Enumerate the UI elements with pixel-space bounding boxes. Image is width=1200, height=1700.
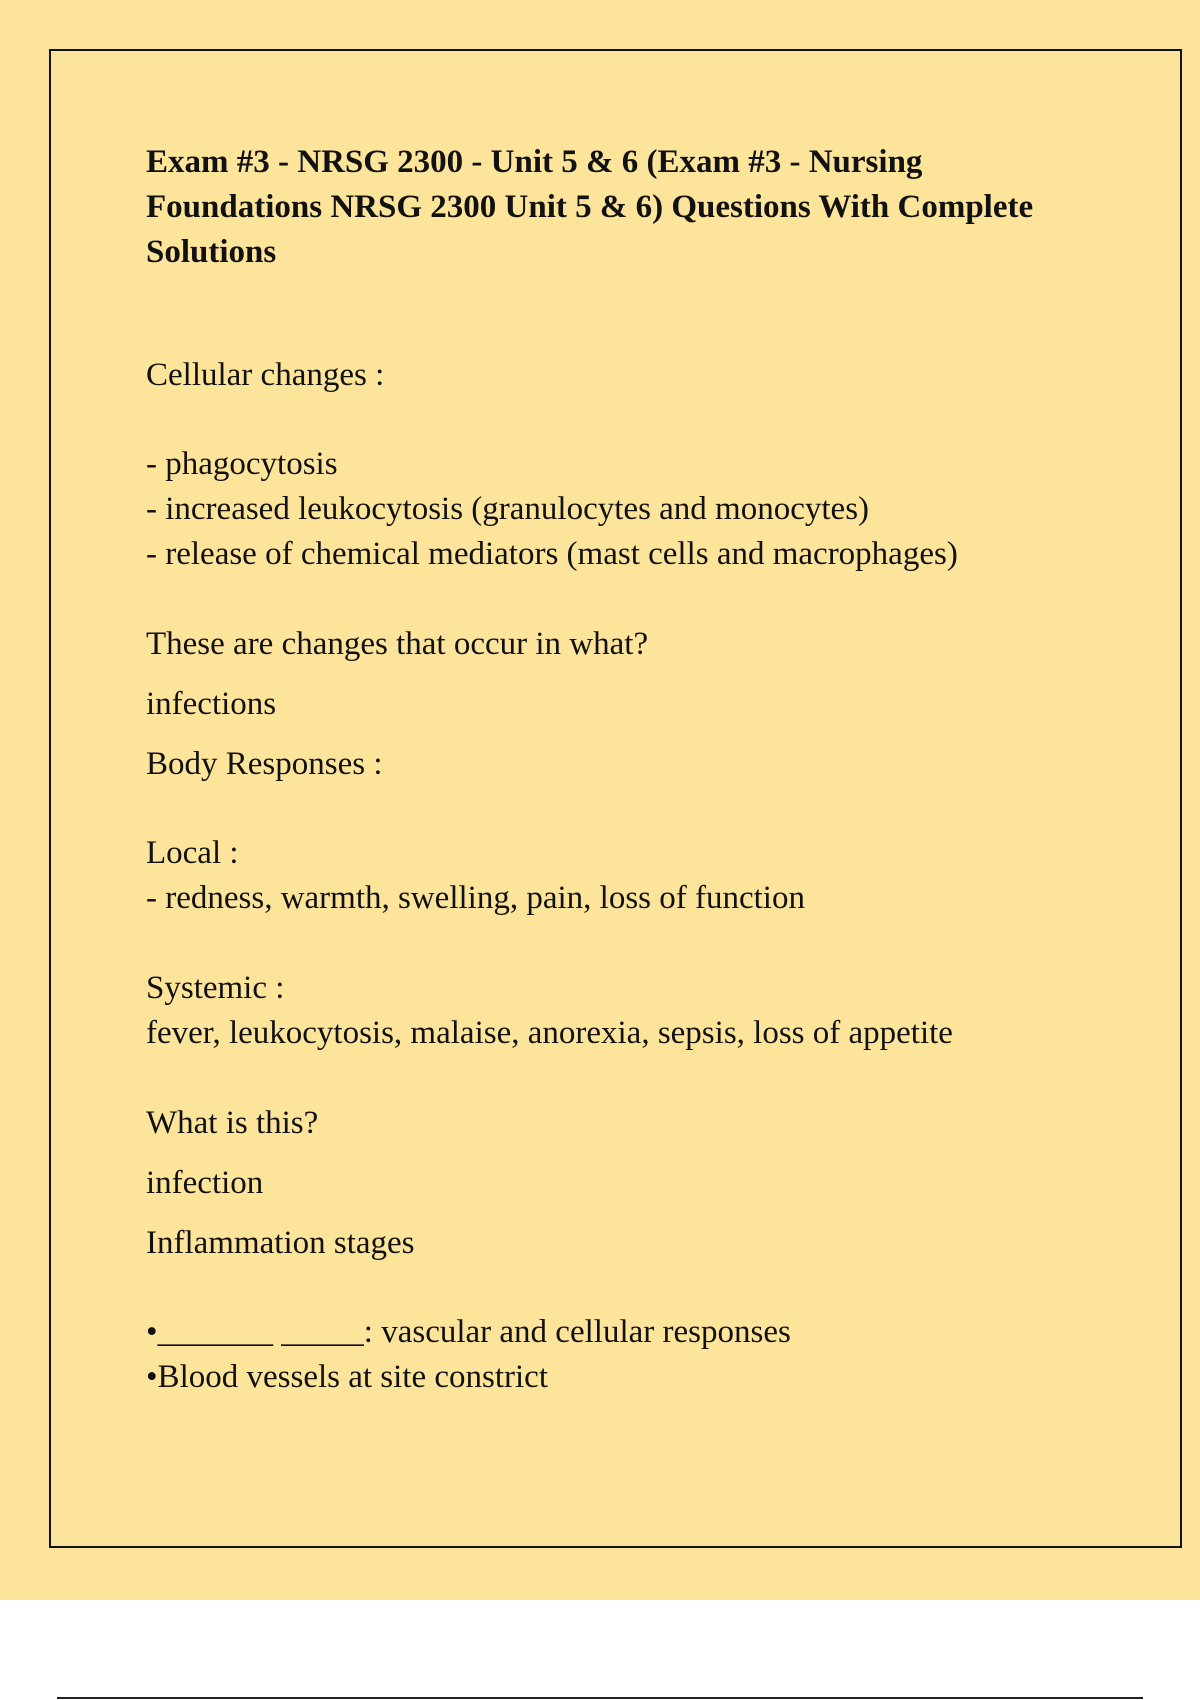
document-body [146, 140, 1096, 1400]
card2-local-text: - redness, warmth, swelling, pain, loss of function [146, 880, 805, 916]
document-title: Exam #3 - NRSG 2300 - Unit 5 & 6 (Exam #3 - Nursing Foundations NRSG 2300 Unit 5 & 6) Questions With Complete Solutions [146, 144, 1034, 270]
card1-question: These are changes that occur in what? [146, 626, 649, 662]
card2-systemic-text: fever, leukocytosis, malaise, anorexia, sepsis, loss of appetite [146, 1015, 953, 1051]
card2-answer: infection [146, 1165, 264, 1201]
footer-rule [57, 1697, 1143, 1699]
card1-item: - phagocytosis [146, 446, 338, 482]
card3-bullet: •Blood vessels at site constrict [146, 1359, 548, 1395]
card2-heading: Body Responses : [146, 746, 383, 782]
card3-heading: Inflammation stages [146, 1225, 415, 1261]
card1-item: - increased leukocytosis (granulocytes and monocytes) [146, 491, 870, 527]
card2-systemic-label: Systemic : [146, 970, 285, 1006]
card1-heading: Cellular changes : [146, 357, 385, 393]
card2-question: What is this? [146, 1105, 319, 1141]
card1-item: - release of chemical mediators (mast cells and macrophages) [146, 536, 958, 572]
card2-local-label: Local : [146, 835, 239, 871]
card3-bullet: •_______ _____: vascular and cellular responses [146, 1314, 791, 1350]
card1-answer: infections [146, 686, 277, 722]
